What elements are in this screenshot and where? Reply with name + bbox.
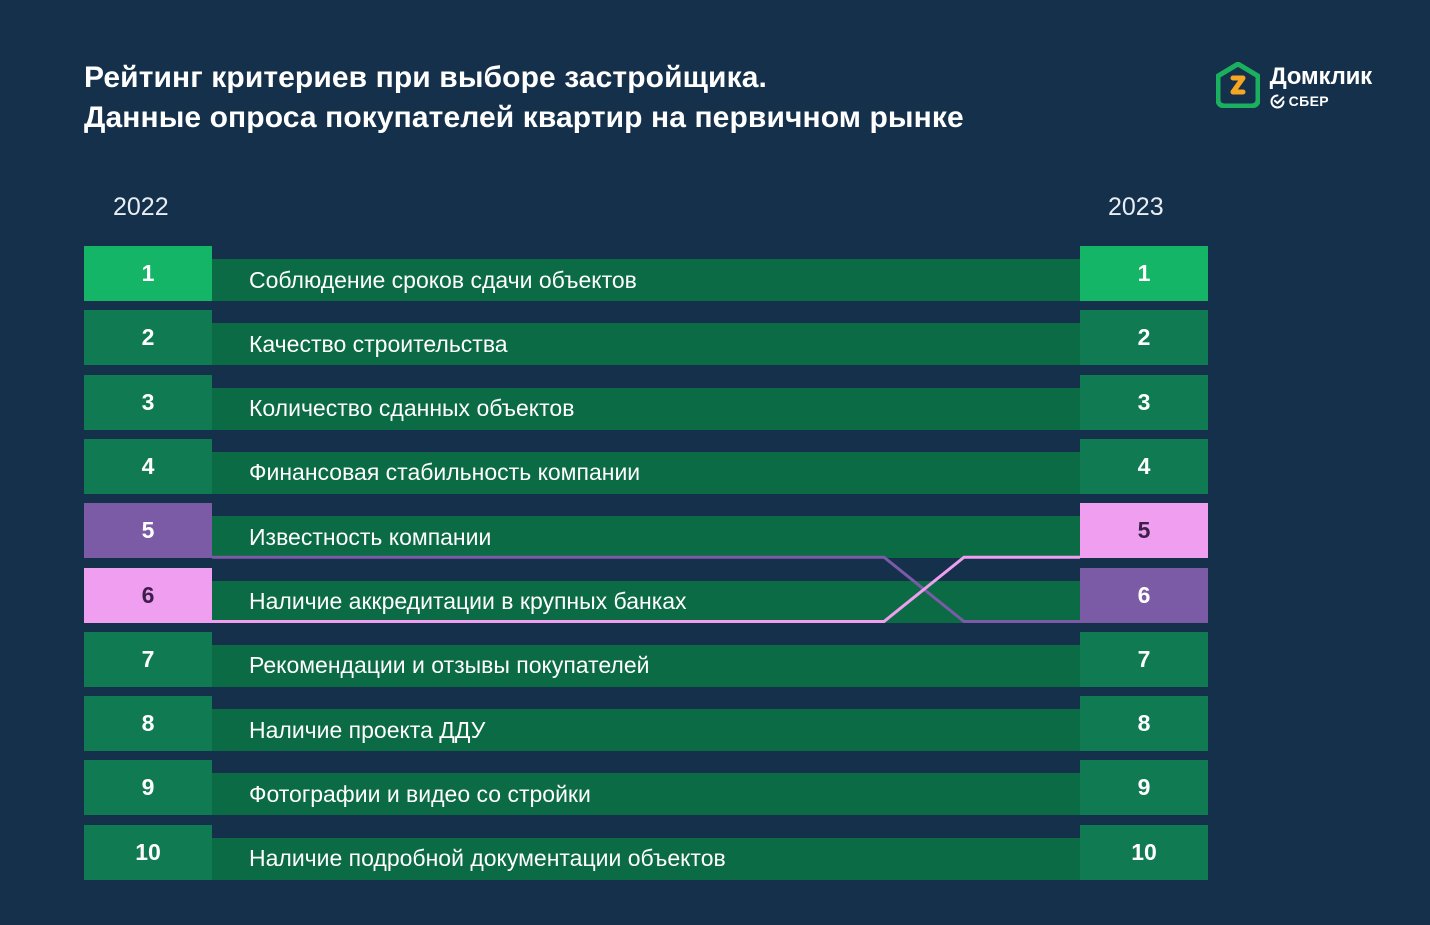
rank-2022-cell: 7 — [84, 632, 212, 687]
criterion-label: Наличие аккредитации в крупных банках — [249, 588, 687, 614]
criterion-label-bar — [212, 323, 1080, 365]
criterion-label: Наличие проекта ДДУ — [249, 716, 486, 743]
ranking-row — [84, 825, 1208, 880]
ranking-row — [84, 439, 1208, 494]
ranking-row — [84, 310, 1208, 365]
rank-2023-cell: 3 — [1080, 375, 1208, 430]
logo-sub-block — [1270, 93, 1329, 109]
sber-circle-icon — [1270, 94, 1285, 109]
criterion-label-bar — [212, 388, 1080, 430]
page-header — [84, 58, 1174, 138]
logo-sub-label: СБЕР — [1288, 93, 1330, 109]
rank-2022-cell: 9 — [84, 760, 212, 815]
ranking-row — [84, 696, 1208, 751]
ranking-chart — [84, 246, 1208, 874]
rank-2022-cell: 1 — [84, 246, 212, 301]
criterion-label-bar — [212, 773, 1080, 815]
ranking-row — [84, 246, 1208, 301]
criterion-label: Количество сданных объектов — [249, 395, 575, 422]
criterion-label: Известность компании — [249, 523, 492, 550]
rank-2022-cell: 5 — [84, 503, 212, 558]
rank-2022-cell: 2 — [84, 310, 212, 365]
ranking-row — [84, 375, 1208, 430]
criterion-label: Фотографии и видео со стройки — [249, 780, 591, 807]
rank-2023-cell: 5 — [1080, 503, 1208, 558]
criterion-label: Соблюдение сроков сдачи объектов — [249, 266, 637, 293]
criterion-label: Наличие подробной документации объектов — [249, 845, 726, 872]
page-title-line-2: Данные опроса покупателей квартир на первичном рынке — [84, 101, 964, 134]
criterion-label: Рекомендации и отзывы покупателей — [249, 652, 650, 679]
criterion-label-bar — [212, 709, 1080, 751]
rank-2022-cell: 6 — [84, 568, 212, 623]
rank-2023-cell: 9 — [1080, 760, 1208, 815]
domclick-house-icon — [1216, 62, 1260, 108]
ranking-row — [84, 760, 1208, 815]
criterion-label-bar — [212, 838, 1080, 880]
rank-2022-cell: 3 — [84, 375, 212, 430]
rank-2023-cell: 1 — [1080, 246, 1208, 301]
criterion-label-bar — [212, 452, 1080, 494]
rank-2023-cell: 8 — [1080, 696, 1208, 751]
logo-text-block — [1270, 62, 1372, 109]
column-year-2022: 2022 — [113, 193, 169, 221]
rank-2022-cell: 4 — [84, 439, 212, 494]
logo-name: Домклик — [1269, 63, 1372, 90]
criterion-label-bar — [212, 581, 1080, 623]
rank-2023-cell: 10 — [1080, 825, 1208, 880]
ranking-row — [84, 503, 1208, 558]
criterion-label: Финансовая стабильность компании — [249, 459, 641, 486]
page-title-line-1: Рейтинг критериев при выборе застройщика. — [84, 61, 767, 94]
rank-2023-cell: 7 — [1080, 632, 1208, 687]
ranking-row — [84, 632, 1208, 687]
criterion-label-bar — [212, 645, 1080, 687]
domclick-sber-logo — [1216, 62, 1372, 109]
rank-2023-cell: 4 — [1080, 439, 1208, 494]
rank-2023-cell: 6 — [1080, 568, 1208, 623]
rank-2022-cell: 8 — [84, 696, 212, 751]
rank-2022-cell: 10 — [84, 825, 212, 880]
criterion-label-bar — [212, 516, 1080, 558]
criterion-label: Качество строительства — [249, 330, 508, 357]
rank-2023-cell: 2 — [1080, 310, 1208, 365]
criterion-label-bar — [212, 259, 1080, 301]
column-year-2023: 2023 — [1108, 193, 1164, 221]
ranking-row — [84, 568, 1208, 623]
